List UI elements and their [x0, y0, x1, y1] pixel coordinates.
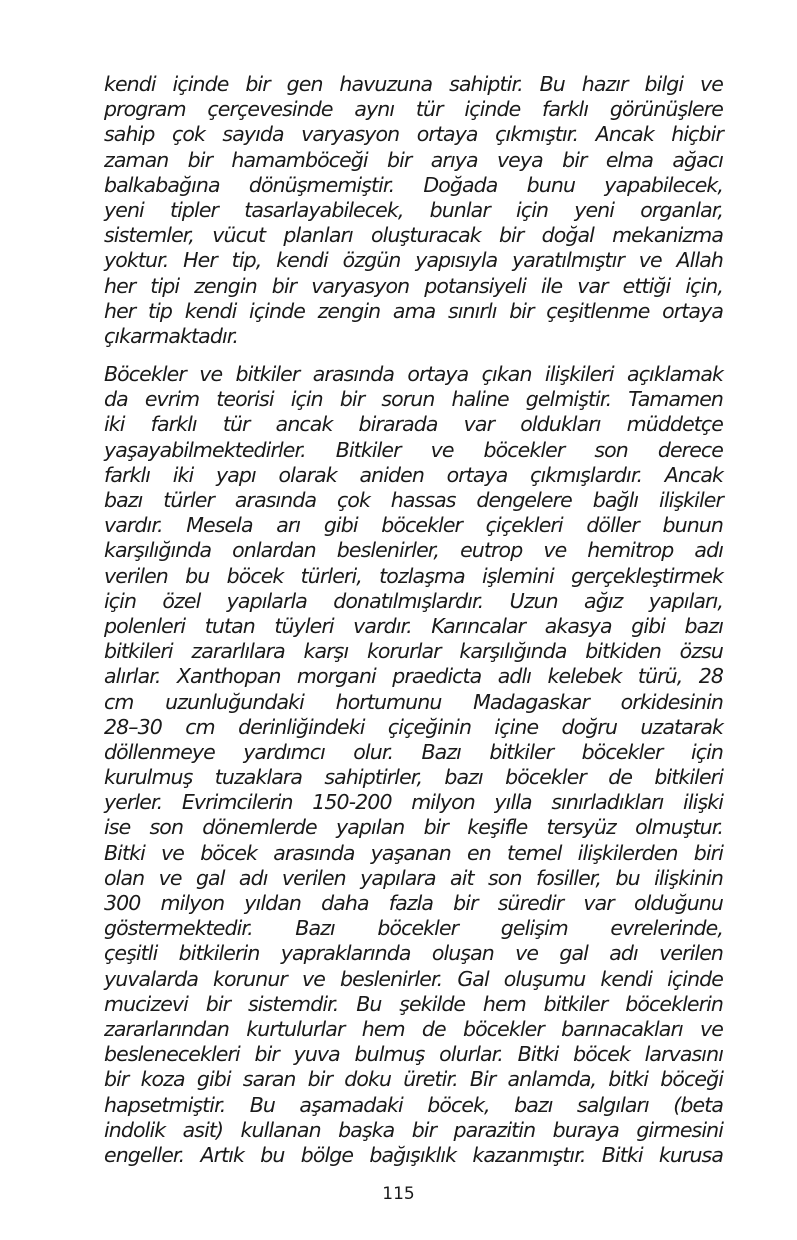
text-line: Bitki ve böcek arasında yaşanan en temel ilişkilerden biri	[104, 840, 723, 865]
text-line: 28–30 cm derinliğindeki çiçeğinin içine doğru uzatarak	[104, 714, 723, 739]
text-line: program çerçevesinde aynı tür içinde farklı görünüşlere	[104, 97, 723, 122]
text-line: çeşitli bitkilerin yapraklarında oluşan ve gal adı verilen	[104, 941, 723, 966]
text-line: yaşayabilmektedirler. Bitkiler ve böcekler son derece	[104, 437, 723, 462]
text-line: iki farklı tür ancak birarada var oldukları müddetçe	[104, 412, 723, 437]
text-line: olan ve gal adı verilen yapılara ait son fosiller, bu ilişkinin	[104, 865, 723, 890]
text-line: çıkarmaktadır.	[104, 323, 239, 348]
text-line: verilen bu böcek türleri, tozlaşma işlemini gerçekleştirmek	[104, 563, 723, 588]
text-line: vardır. Mesela arı gibi böcekler çiçekleri döller bunun	[104, 513, 723, 538]
text-line: sahip çok sayıda varyasyon ortaya çıkmıştır. Ancak hiçbir	[104, 122, 723, 147]
text-line: 300 milyon yıldan daha fazla bir süredir var olduğunu	[104, 891, 723, 915]
text-line: indolik asit) kullanan başka bir parazitin buraya girmesini	[104, 1117, 723, 1142]
text-line: ise son dönemlerde yapılan bir keşifle tersyüz olmuştur.	[104, 815, 723, 840]
text-line: yeni tipler tasarlayabilecek, bunlar için yeni organlar,	[104, 197, 723, 222]
text-line: için özel yapılarla donatılmışlardır. Uzun ağız yapıları,	[104, 588, 723, 613]
text-line: göstermektedir. Bazı böcekler gelişim evrelerinde,	[104, 916, 723, 941]
text-line: yuvalarda korunur ve beslenirler. Gal oluşumu kendi içinde	[104, 966, 723, 991]
text-line: Böcekler ve bitkiler arasında ortaya çıkan ilişkileri açıklamak	[104, 362, 723, 387]
text-line: engeller. Artık bu bölge bağışıklık kazanmıştır. Bitki kurusa	[104, 1142, 723, 1167]
text-line: her tip kendi içinde zengin ama sınırlı bir çeşitlenme ortaya	[104, 298, 723, 323]
text-line: beslenecekleri bir yuva bulmuş olurlar. Bitki böcek larvasını	[104, 1042, 723, 1067]
text-line: balkabağına dönüşmemiştir. Doğada bunu yapabilecek,	[104, 172, 723, 197]
text-line: hapsetmiştir. Bu aşamadaki böcek, bazı salgıları (beta	[104, 1092, 723, 1117]
text-line: bir koza gibi saran bir doku üretir. Bir anlamda, bitki böceği	[104, 1067, 723, 1092]
text-line: da evrim teorisi için bir sorun haline gelmiştir. Tamamen	[104, 387, 723, 412]
text-line: kurulmuş tuzaklara sahiptirler, bazı böcekler de bitkileri	[104, 765, 723, 790]
text-line: polenleri tutan tüyleri vardır. Karıncalar akasya gibi bazı	[104, 613, 723, 638]
text-line: sistemler, vücut planları oluşturacak bir doğal mekanizma	[104, 223, 723, 248]
text-line: alırlar. Xanthopan morgani praedicta adlı kelebek türü, 28	[104, 664, 723, 689]
text-line: mucizevi bir sistemdir. Bu şekilde hem bitkiler böceklerin	[104, 991, 723, 1016]
text-line: her tipi zengin bir varyasyon potansiyeli ile var ettiği için,	[104, 273, 723, 298]
text-line: kendi içinde bir gen havuzuna sahiptir. Bu hazır bilgi ve	[104, 72, 723, 96]
text-line: farklı iki yapı olarak aniden ortaya çıkmışlardır. Ancak	[104, 462, 723, 487]
text-line: bitkileri zararlılara karşı korurlar karşılığında bitkiden özsu	[104, 639, 723, 664]
text-line: cm uzunluğundaki hortumunu Madagaskar orkidesinin	[104, 689, 723, 714]
text-line: döllenmeye yardımcı olur. Bazı bitkiler böcekler için	[104, 739, 723, 764]
text-line: karşılığında onlardan beslenirler, eutrop ve hemitrop adı	[104, 538, 723, 563]
text-line: zararlarından kurtulurlar hem de böcekler barınacakları ve	[104, 1016, 723, 1041]
text-line: yerler. Evrimcilerin 150-200 milyon yılla sınırladıkları ilişki	[104, 790, 723, 815]
paragraph-2	[104, 362, 723, 1168]
text-line: yoktur. Her tip, kendi özgün yapısıyla yaratılmıştır ve Allah	[104, 248, 723, 273]
page-body	[104, 72, 723, 1168]
page-number: 115	[382, 1184, 415, 1204]
paragraph-1	[104, 72, 723, 349]
text-line: bazı türler arasında çok hassas dengelere bağlı ilişkiler	[104, 488, 723, 512]
text-line: zaman bir hamamböceği bir arıya veya bir elma ağacı	[104, 147, 723, 172]
